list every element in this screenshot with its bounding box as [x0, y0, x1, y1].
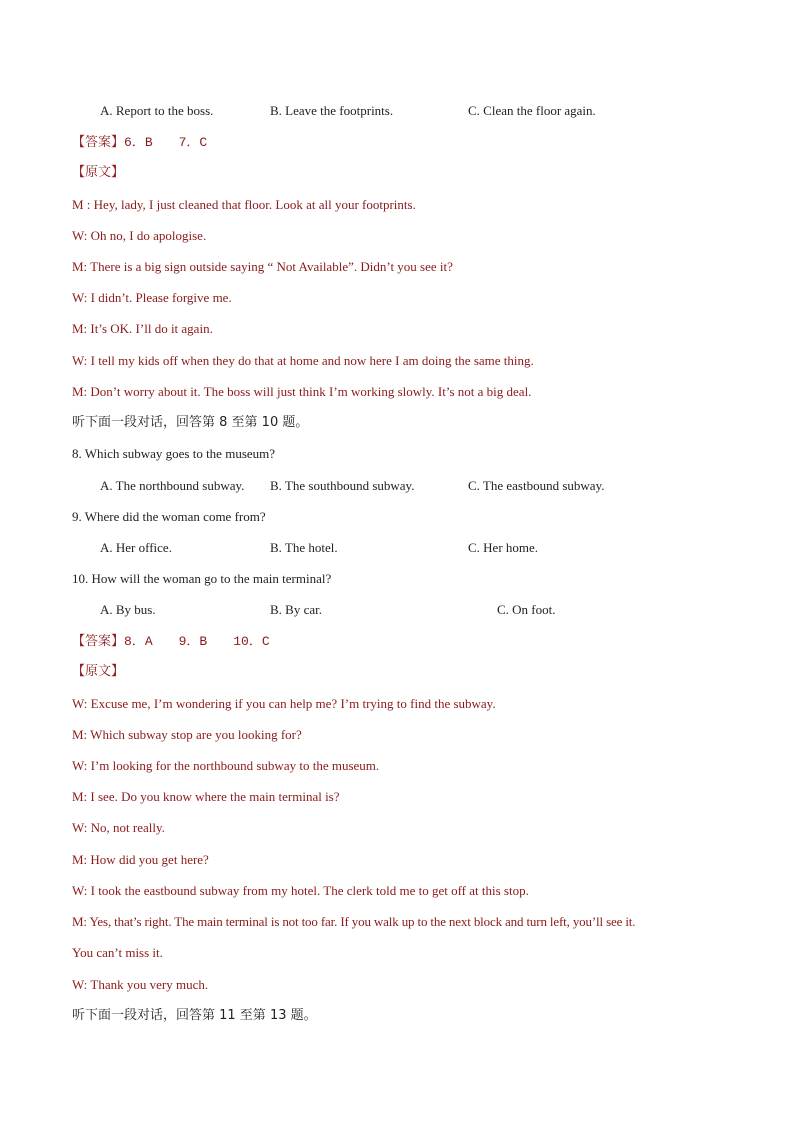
transcript-line: M : Hey, lady, I just cleaned that floor. Look at all your footprints.: [72, 197, 416, 212]
transcript-line: M: There is a big sign outside saying “ Not Available”. Didn’t you see it?: [72, 259, 453, 274]
section-instruction: 听下面一段对话，回答第 11 至第 13 题。: [72, 1008, 317, 1023]
question-8: 8. Which subway goes to the museum?: [72, 446, 276, 461]
answer-block-1: [72, 134, 207, 151]
transcript-line: M: I see. Do you know where the main terminal is?: [72, 789, 340, 804]
q10-option-c: C. On foot.: [497, 602, 556, 617]
answer-tag: 【答案】: [72, 634, 125, 649]
q9-option-a: A. Her office.: [100, 540, 172, 555]
section-instruction: 听下面一段对话，回答第 8 至第 10 题。: [72, 415, 309, 430]
transcript-tag: 【原文】: [72, 664, 125, 679]
question-10: 10. How will the woman go to the main terminal?: [72, 571, 332, 586]
transcript-line: W: I took the eastbound subway from my hotel. The clerk told me to get off at this stop.: [72, 883, 529, 898]
q9-option-b: B. The hotel.: [270, 540, 338, 555]
transcript-line: W: No, not really.: [72, 820, 165, 835]
answer-block-2: [72, 633, 270, 650]
q7-option-a: A. Report to the boss.: [100, 103, 214, 118]
q10-option-a: A. By bus.: [100, 602, 156, 617]
transcript-line: M: Yes, that’s right. The main terminal is not too far. If you walk up to the next block and turn left, you’ll see it.: [72, 914, 636, 929]
answer-tag: 【答案】: [72, 135, 125, 150]
q10-option-b: B. By car.: [270, 602, 322, 617]
transcript-line: W: Oh no, I do apologise.: [72, 228, 207, 243]
transcript-line: You can’t miss it.: [72, 945, 163, 960]
transcript-line: M: It’s OK. I’ll do it again.: [72, 321, 213, 336]
answer-values: 6．B 7．C: [124, 135, 208, 150]
q7-option-c: C. Clean the floor again.: [468, 103, 596, 118]
answer-values: 8．A 9．B 10．C: [124, 634, 270, 649]
q8-option-b: B. The southbound subway.: [270, 478, 415, 493]
transcript-line: M: Don’t worry about it. The boss will just think I’m working slowly. It’s not a big deal.: [72, 384, 532, 399]
q7-option-b: B. Leave the footprints.: [270, 103, 394, 118]
q9-option-c: C. Her home.: [468, 540, 539, 555]
q8-option-c: C. The eastbound subway.: [468, 478, 605, 493]
transcript-line: M: Which subway stop are you looking for?: [72, 727, 302, 742]
transcript-line: W: Excuse me, I’m wondering if you can help me? I’m trying to find the subway.: [72, 696, 496, 711]
transcript-line: M: How did you get here?: [72, 852, 209, 867]
question-9: 9. Where did the woman come from?: [72, 509, 266, 524]
q8-option-a: A. The northbound subway.: [100, 478, 245, 493]
transcript-line: W: I didn’t. Please forgive me.: [72, 290, 232, 305]
transcript-line: W: Thank you very much.: [72, 977, 209, 992]
transcript-line: W: I tell my kids off when they do that at home and now here I am doing the same thing.: [72, 353, 534, 368]
transcript-tag: 【原文】: [72, 165, 125, 180]
transcript-line: W: I’m looking for the northbound subway to the museum.: [72, 758, 380, 773]
